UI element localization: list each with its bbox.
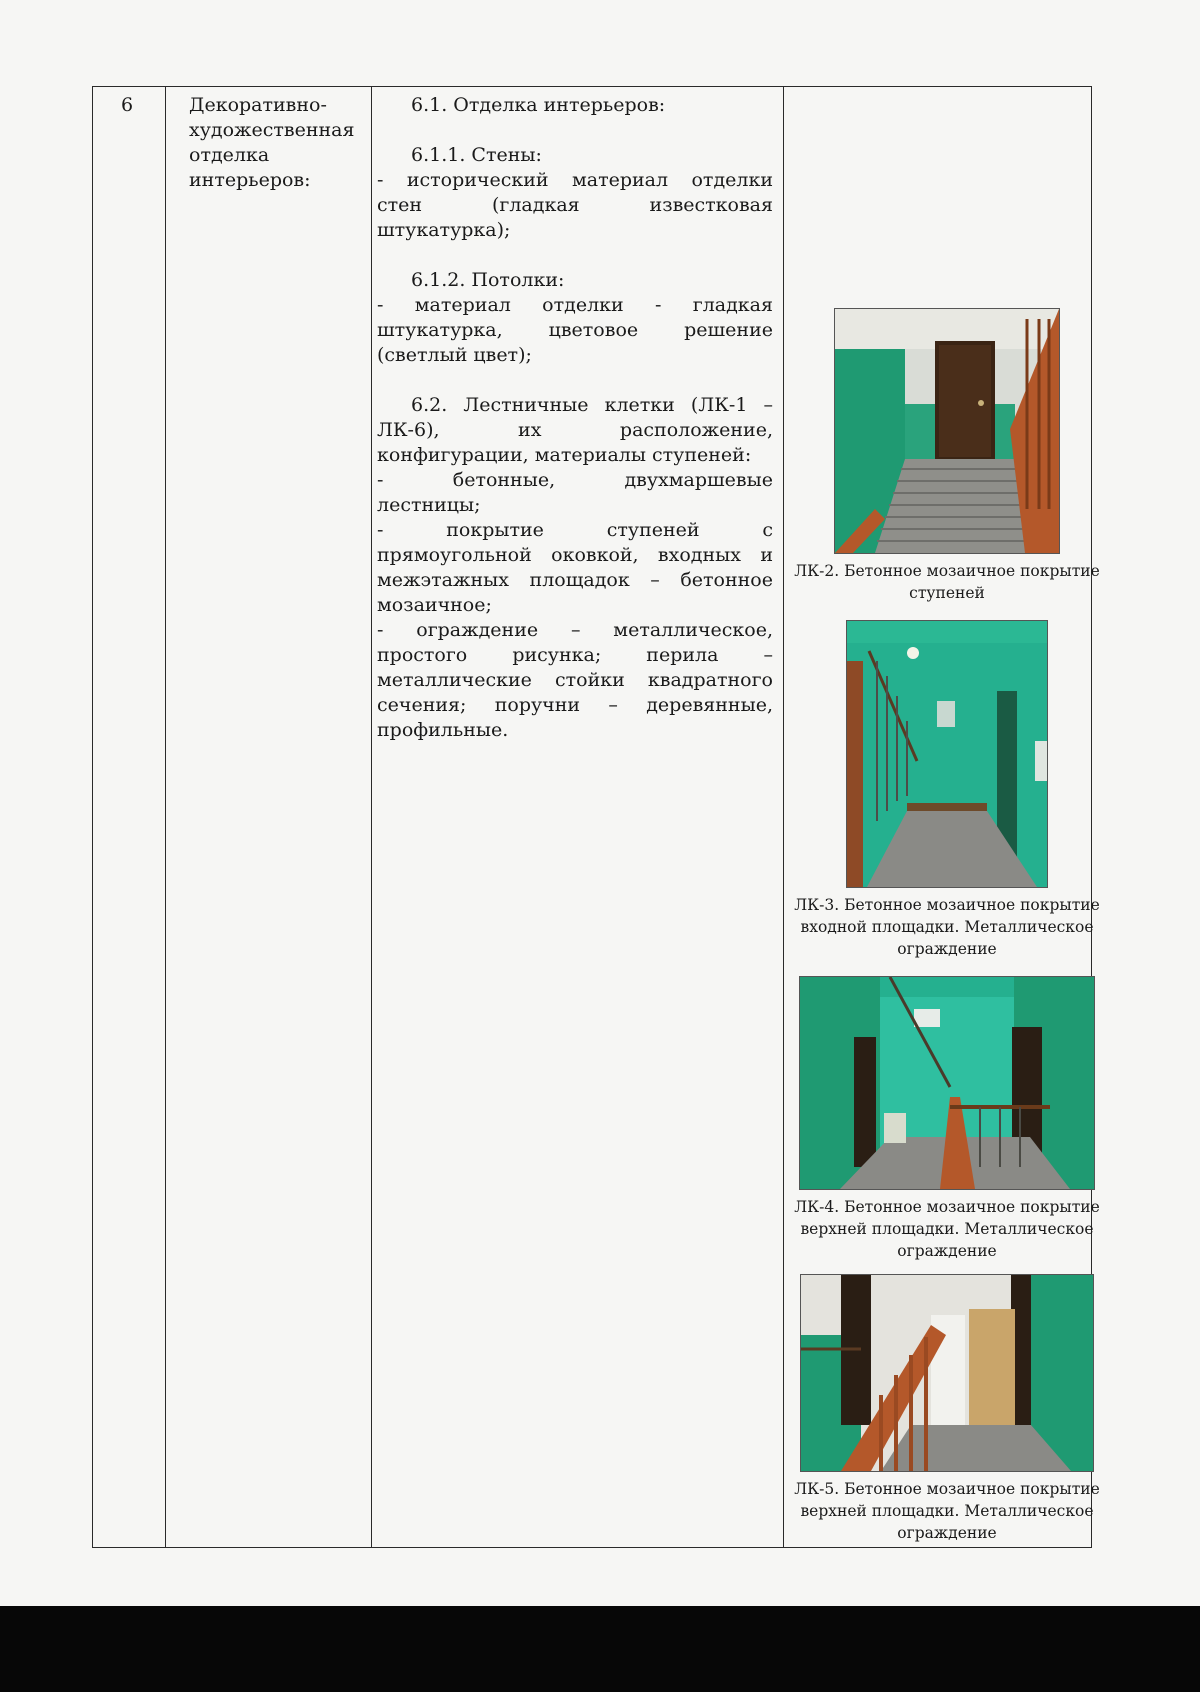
desc-line: - ограждение – металлическое, [377, 619, 773, 641]
photo-caption [782, 560, 1112, 604]
section-heading: 6.1.1. Стены: [411, 144, 542, 166]
photo-figure [782, 620, 1112, 960]
caption-line: ЛК-4. Бетонное мозаичное покрытие [794, 1198, 1100, 1216]
row-name [189, 93, 364, 193]
photo-caption [782, 1478, 1112, 1544]
desc-line: ЛК-6), их расположение, [377, 419, 773, 441]
desc-line: - бетонные, двухмаршевые [377, 469, 773, 491]
desc-line: штукатурка, цветовое решение [377, 319, 773, 341]
desc-line: межэтажных площадок – бетонное [377, 569, 773, 591]
caption-line: ЛК-3. Бетонное мозаичное покрытие [794, 896, 1100, 914]
row-name-line: отделка [189, 144, 270, 166]
row-name-line: интерьеров: [189, 169, 311, 191]
desc-line: мозаичное; [377, 594, 492, 616]
caption-line: входной площадки. Металлическое [800, 918, 1094, 936]
caption-line: ограждение [897, 1242, 997, 1260]
section-heading: 6.1. Отделка интерьеров: [411, 94, 666, 116]
staircase-photo [846, 620, 1048, 888]
desc-line: - исторический материал отделки [377, 169, 773, 191]
desc-line: прямоугольной оковкой, входных и [377, 544, 773, 566]
desc-line: (светлый цвет); [377, 344, 532, 366]
staircase-photo [799, 976, 1095, 1190]
section-heading: 6.2. Лестничные клетки (ЛК-1 – [411, 394, 773, 416]
desc-line: - покрытие ступеней с [377, 519, 773, 541]
column-divider [165, 87, 166, 1547]
row-name-line: художественная [189, 119, 355, 141]
desc-line: профильные. [377, 719, 509, 741]
staircase-photo [800, 1274, 1094, 1472]
desc-line: металлические стойки квадратного [377, 669, 773, 691]
staircase-photo [834, 308, 1060, 554]
caption-line: ступеней [909, 584, 985, 602]
row-number: 6 [121, 94, 134, 116]
caption-line: верхней площадки. Металлическое [800, 1220, 1094, 1238]
caption-line: верхней площадки. Металлическое [800, 1502, 1094, 1520]
section-heading: 6.1.2. Потолки: [411, 269, 565, 291]
desc-line: лестницы; [377, 494, 481, 516]
desc-line: - материал отделки - гладкая [377, 294, 773, 316]
caption-line: ограждение [897, 1524, 997, 1542]
caption-line: ограждение [897, 940, 997, 958]
row-description [377, 93, 773, 743]
photo-caption [782, 894, 1112, 960]
photo-figure [782, 1274, 1112, 1544]
caption-line: ЛК-5. Бетонное мозаичное покрытие [794, 1480, 1100, 1498]
desc-line: простого рисунка; перила – [377, 644, 773, 666]
row-name-line: Декоративно- [189, 94, 327, 116]
desc-line: конфигурации, материалы ступеней: [377, 444, 752, 466]
photo-figure [782, 308, 1112, 604]
column-divider [371, 87, 372, 1547]
photo-caption [782, 1196, 1112, 1262]
desc-line: стен (гладкая известковая штукатурка); [377, 194, 773, 241]
photo-figure [782, 976, 1112, 1262]
caption-line: ЛК-2. Бетонное мозаичное покрытие [794, 562, 1100, 580]
desc-line: сечения; поручни – деревянные, [377, 694, 773, 716]
scan-bottom-band [0, 1606, 1200, 1692]
